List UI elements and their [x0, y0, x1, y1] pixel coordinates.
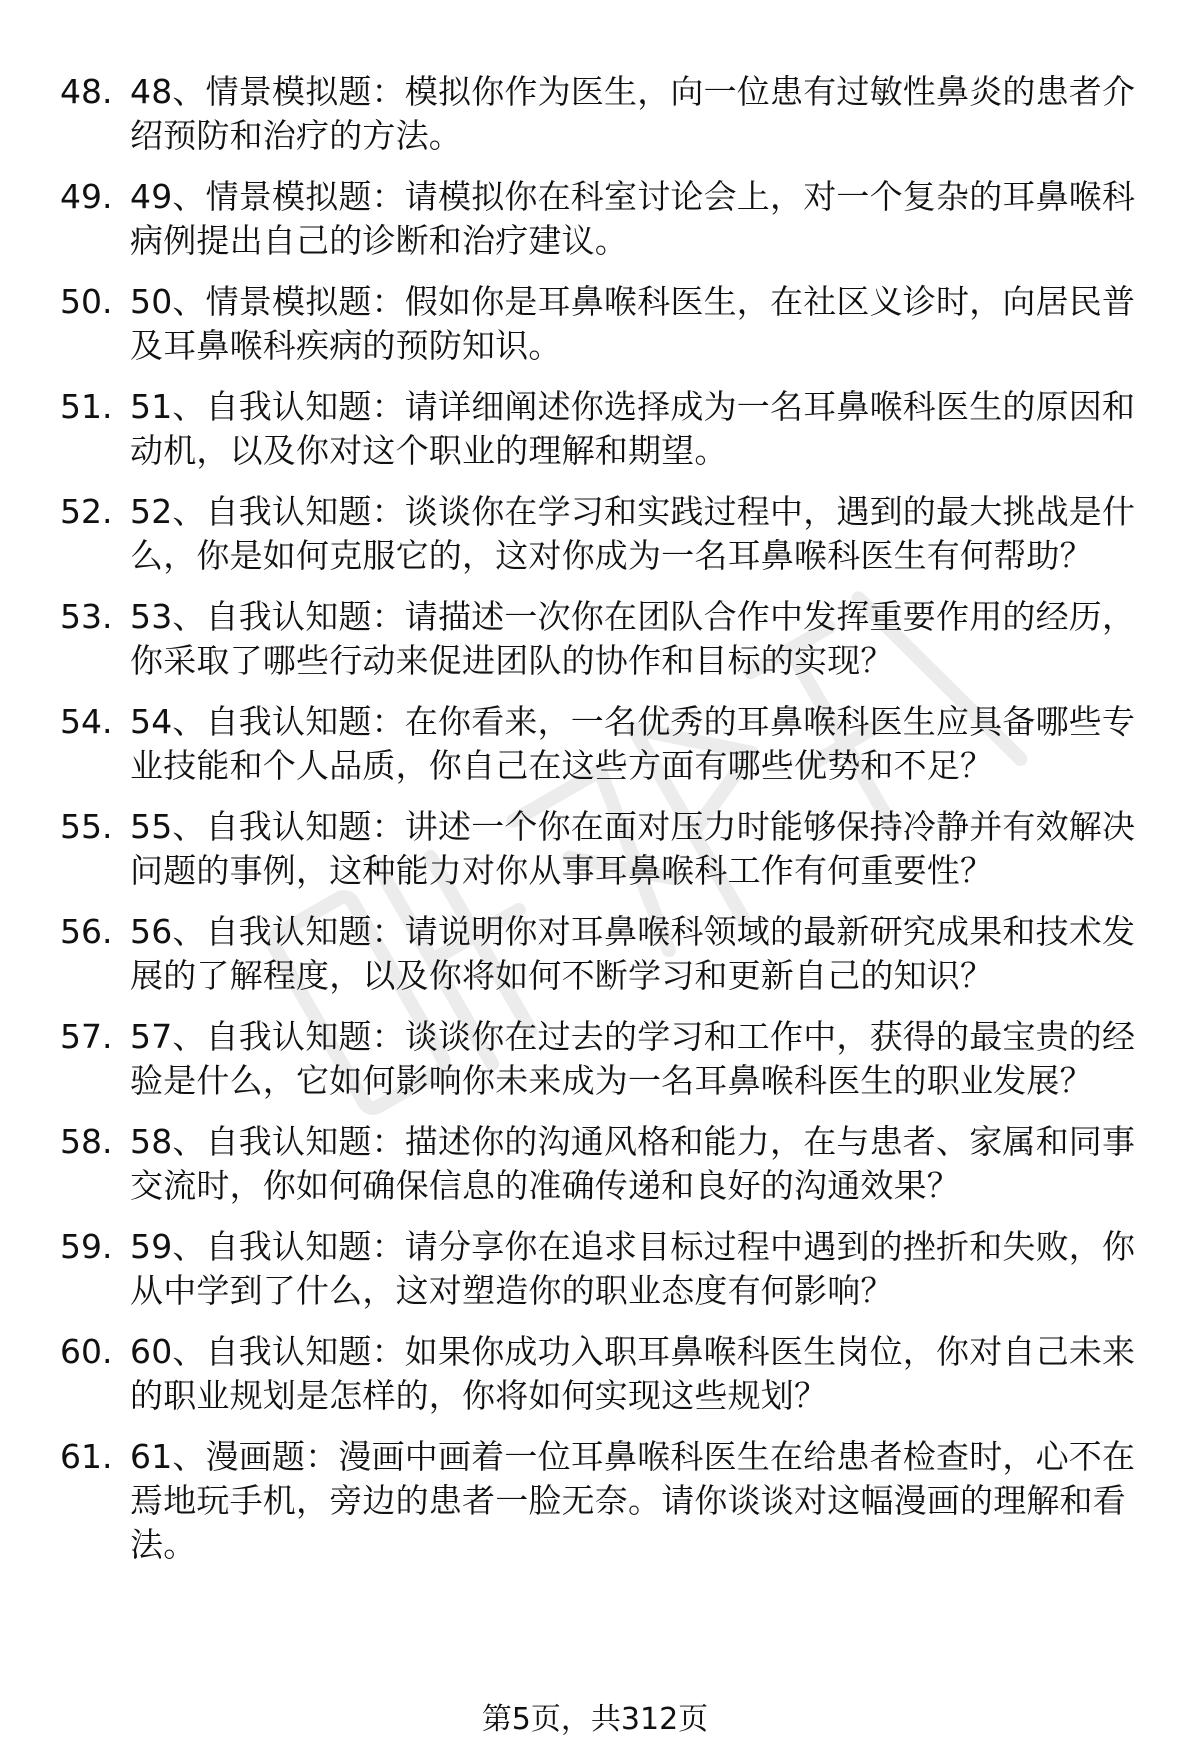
question-item [60, 70, 1150, 158]
question-text: 59、自我认知题：请分享你在追求目标过程中遇到的挫折和失败，你从中学到了什么，这对塑造你的职业态度有何影响？ [130, 1227, 1136, 1310]
page-footer: 第5页，共312页 [481, 1702, 709, 1737]
question-item [60, 595, 1150, 683]
question-number: 59. [60, 1227, 113, 1266]
question-item [60, 700, 1150, 788]
question-text: 53、自我认知题：请描述一次你在团队合作中发挥重要作用的经历，你采取了哪些行动来促进团队的协作和目标的实现？ [130, 597, 1136, 680]
question-text: 57、自我认知题：谈谈你在过去的学习和工作中，获得的最宝贵的经验是什么，它如何影响你未来成为一名耳鼻喉科医生的职业发展？ [130, 1017, 1136, 1100]
question-text: 60、自我认知题：如果你成功入职耳鼻喉科医生岗位，你对自己未来的职业规划是怎样的，你将如何实现这些规划？ [130, 1332, 1136, 1415]
question-number: 60. [60, 1332, 113, 1371]
question-number: 48. [60, 72, 113, 111]
question-item [60, 175, 1150, 263]
question-item [60, 1330, 1150, 1418]
question-text: 51、自我认知题：请详细阐述你选择成为一名耳鼻喉科医生的原因和动机，以及你对这个职业的理解和期望。 [130, 387, 1136, 470]
question-text: 58、自我认知题：描述你的沟通风格和能力，在与患者、家属和同事交流时，你如何确保信息的准确传递和良好的沟通效果？ [130, 1122, 1136, 1205]
question-text: 54、自我认知题：在你看来，一名优秀的耳鼻喉科医生应具备哪些专业技能和个人品质，你自己在这些方面有哪些优势和不足？ [130, 702, 1136, 785]
question-text: 52、自我认知题：谈谈你在学习和实践过程中，遇到的最大挑战是什么，你是如何克服它的，这对你成为一名耳鼻喉科医生有何帮助？ [130, 492, 1136, 575]
question-text: 48、情景模拟题：模拟你作为医生，向一位患有过敏性鼻炎的患者介绍预防和治疗的方法。 [130, 72, 1136, 155]
question-item [60, 385, 1150, 473]
question-item [60, 280, 1150, 368]
question-item [60, 1435, 1150, 1567]
question-text: 56、自我认知题：请说明你对耳鼻喉科领域的最新研究成果和技术发展的了解程度，以及你将如何不断学习和更新自己的知识？ [130, 912, 1136, 995]
question-number: 50. [60, 282, 113, 321]
question-number: 55. [60, 807, 113, 846]
question-number: 53. [60, 597, 113, 636]
question-item [60, 490, 1150, 578]
question-text: 49、情景模拟题：请模拟你在科室讨论会上，对一个复杂的耳鼻喉科病例提出自己的诊断和治疗建议。 [130, 177, 1136, 260]
question-item [60, 1225, 1150, 1313]
question-item [60, 805, 1150, 893]
question-number: 56. [60, 912, 113, 951]
question-text: 61、漫画题：漫画中画着一位耳鼻喉科医生在给患者检查时，心不在焉地玩手机，旁边的患者一脸无奈。请你谈谈对这幅漫画的理解和看法。 [130, 1437, 1136, 1564]
question-number: 49. [60, 177, 113, 216]
question-item [60, 1120, 1150, 1208]
question-number: 52. [60, 492, 113, 531]
question-number: 57. [60, 1017, 113, 1056]
question-number: 58. [60, 1122, 113, 1161]
question-number: 51. [60, 387, 113, 426]
question-number: 61. [60, 1437, 113, 1476]
question-item [60, 910, 1150, 998]
question-item [60, 1015, 1150, 1103]
question-list [60, 70, 1150, 1584]
question-text: 50、情景模拟题：假如你是耳鼻喉科医生，在社区义诊时，向居民普及耳鼻喉科疾病的预防知识。 [130, 282, 1136, 365]
question-text: 55、自我认知题：讲述一个你在面对压力时能够保持冷静并有效解决问题的事例，这种能力对你从事耳鼻喉科工作有何重要性？ [130, 807, 1136, 890]
question-number: 54. [60, 702, 113, 741]
